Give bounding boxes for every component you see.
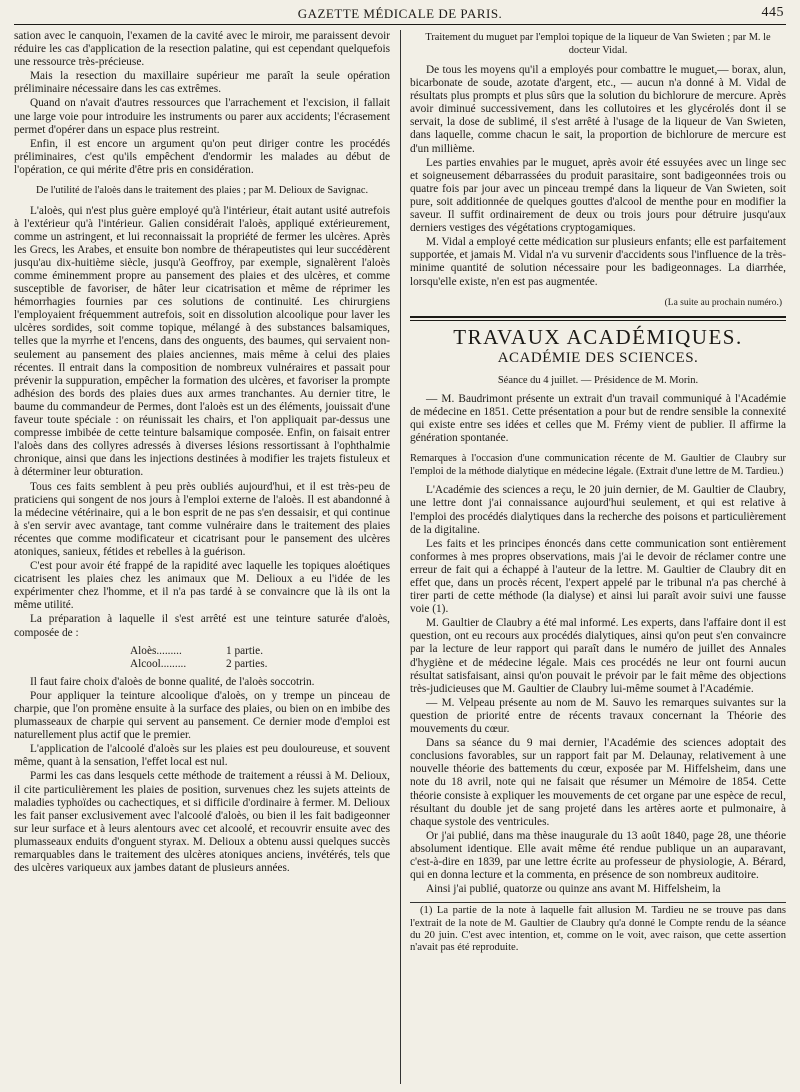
paragraph: Les faits et les principes énoncés dans cette communication sont entièrement conformes à mes propres observations, mais j'ai le devoir de réclamer contre une erreur de fait qui a échappé à l'auteur de la lettre. M. Gaultier de Claubry dit en effet que, dans un procès récent, l'expert appelé par le tribunal n'a pas cherché à tirer parti de cette méthode (la dialyse) et ainsi lui paraît avoir suivi une fausse voie (1). bbox=[410, 537, 786, 616]
page-number: 445 bbox=[761, 5, 784, 20]
paragraph: Mais la resection du maxillaire supérieur me paraît la seule opération préliminaire nécessaire dans les cas extrêmes. bbox=[14, 70, 390, 96]
paragraph: De tous les moyens qu'il a employés pour combattre le muguet,— borax, alun, bicarbonate de soude, azotate d'argent, etc., — aucun n'a donné à M. Vidal de résultats plus prompts et plus sûrs que la solution du bichlorure de mercure. Après avoir diminué successivement, dans les collutoires et les glycérolés dont il se servait, la dose de sublimé, il s'est arrêté à l'usage de la liqueur de Van Swieten, dans laquelle, comme chacun le sait, la proportion de bichlorure de mercure est d'un millième. bbox=[410, 64, 786, 155]
paragraph: L'application de l'alcoolé d'aloès sur les plaies est peu douloureuse, et souvent même, quant à la sensation, l'effet local est nul. bbox=[14, 743, 390, 769]
paragraph: Pour appliquer la teinture alcoolique d'aloès, on y trempe un pinceau de charpie, que l'on promène ensuite à la surface des plaies, ou bien on en imbibe des plumasseaux de charpie qui servent au pansement. Ce dernier mode d'emploi est naturellement plus actif que le premier. bbox=[14, 689, 390, 742]
paragraph: — M. Velpeau présente au nom de M. Sauvo les remarques suivantes sur la question de priorité entre de récents travaux concernant la Théorie des mouvements du cœur. bbox=[410, 696, 786, 736]
recipe-amount: 2 parties. bbox=[226, 657, 268, 670]
recipe-ingredient: Alcool......... bbox=[130, 657, 187, 670]
paragraph: La préparation à laquelle il s'est arrêté est une teinture saturée d'aloès, composée de : bbox=[14, 613, 390, 639]
footnote-text: (1) La partie de la note à laquelle fait allusion M. Tardieu ne se trouve pas dans l'extrait de la note de M. Gaultier de Claubry qu'a donné le Compte rendu de la séance du 20 juin. C'est avec intention, et, comme on le voit, avec raison, que cette assertion n'avait pas été reproduite. bbox=[410, 905, 786, 954]
running-head bbox=[14, 4, 786, 25]
recipe-item bbox=[130, 658, 390, 671]
paragraph: Dans sa séance du 9 mai dernier, l'Académie des sciences adoptait des conclusions favorables, sur un rapport fait par M. Delaunay, relativement à une nouvelle théorie des battements du cœur, exposée par M. Hiffelsheim, dans une note du 18 avril, note qui ne faisait que résumer un Mémoire de 1854. Cette théorie consiste à expliquer les mouvements de cet organe par une espèce de recul, résultant du double jet de sang projeté dans les artères aorte et pulmonaire, à chaque systole des ventricules. bbox=[410, 737, 786, 828]
paragraph: — M. Baudrimont présente un extrait d'un travail communiqué à l'Académie de médecine en 1851. Cette présentation a pour but de rendre sensible la connexité qui existe entre ses idées et celles que M. Frémy vient de publier. Il affirme la génération spontanée. bbox=[410, 392, 786, 445]
journal-title: GAZETTE MÉDICALE DE PARIS. bbox=[297, 6, 503, 21]
section-rule bbox=[410, 316, 786, 321]
heading-travaux: TRAVAUX ACADÉMIQUES. bbox=[453, 324, 743, 349]
paragraph: Il faut faire choix d'aloès de bonne qualité, de l'aloès soccotrin. bbox=[30, 675, 315, 688]
paragraph: Ainsi j'ai publié, quatorze ou quinze ans avant M. Hiffelsheim, la bbox=[426, 883, 721, 896]
paragraph: M. Vidal a employé cette médication sur plusieurs enfants; elle est parfaitement supportée, et jamais M. Vidal n'a vu survenir d'accidents sous l'influence de la très-minime quantité de solution nécessaire pour les badigeonnages. La diarrhée, lorsqu'elle existe, n'en est pas augmentée. bbox=[410, 236, 786, 288]
recipe-amount: 1 partie. bbox=[226, 644, 264, 657]
recipe-list bbox=[130, 645, 390, 671]
paragraph: Parmi les cas dans lesquels cette méthode de traitement a réussi à M. Delioux, il cite particulièrement les plaies de position, survenues chez les sujets atteints de maladies typhoïdes ou cachectiques, et si difficile d'ordinaire à fermer. M. Delioux les fait panser exclusivement avec l'alcoolé d'aloès, ou bien il les fait badigeonner sur leur surface et à leurs alentours avec cet alcoolé, et recouvrir ensuite avec des plumasseaux enduits d'onguent styrax. M. Delioux a obtenu aussi quelques succès remarquables dans le traitement des ulcères atoniques anciens, invétérés, tels que des ulcères variqueux aux jambes datant de plusieurs années. bbox=[14, 770, 390, 875]
continuation-note: (La suite au prochain numéro.) bbox=[664, 297, 782, 308]
left-column bbox=[14, 30, 390, 1084]
paragraph: Tous ces faits semblent à peu près oubliés aujourd'hui, et il est très-peu de praticiens qui songent de nos jours à l'emploi externe de l'aloès. Il est abandonné à la médecine vétérinaire, qui a le bon esprit de ne pas s'en dessaisir, et qui continue à s'en servir avec avantage, tant comme vulnéraire dans le traitement des plaies récentes que comme modificateur et cicatrisant pour le pansement des ulcères atoniques, sanieux, fétides et rebelles à la guérison. bbox=[14, 480, 390, 558]
recipe-item bbox=[130, 645, 390, 658]
section-title-aloes: De l'utilité de l'aloès dans le traitement des plaies ; par M. Delioux de Savignac. bbox=[35, 185, 369, 197]
paragraph: Les parties envahies par le muguet, après avoir été essuyées avec un linge sec et soigneusement débarrassées du produit parasitaire, sont badigeonnées trois ou quatre fois par jour avec un pinceau trempé dans la liqueur de Van Swieten, soit pure, soit additionnée de quelques gouttes d'alcool de menthe pour en modifier la saveur. Il suffit ordinairement de deux ou trois jours pour détruire jusqu'aux derniers vestiges des végétations cryptogamiques. bbox=[410, 156, 786, 235]
paragraph: C'est pour avoir été frappé de la rapidité avec laquelle les topiques aloétiques cicatrisent les plaies chez les animaux que M. Delioux a eu l'idée de les expérimenter chez l'homme, et il n'a pas tardé à se convaincre que là ils ont la même utilité. bbox=[14, 560, 390, 612]
heading-academie: ACADÉMIE DES SCIENCES. bbox=[497, 349, 699, 366]
right-column bbox=[410, 30, 786, 1084]
paragraph: Quand on n'avait d'autres ressources que l'arrachement et l'excision, il fallait une large voie pour introduire les instruments ou parer aux accidents; l'écrasement permet d'opérer dans un espace plus restreint. bbox=[14, 97, 390, 136]
section-title-gaultier: Remarques à l'occasion d'une communication récente de M. Gaultier de Claubry sur l'emploi de la méthode dialytique en médecine légale. (Extrait d'une lettre de M. Tardieu.) bbox=[410, 453, 786, 477]
footnote bbox=[410, 902, 786, 955]
paragraph: Enfin, il est encore un argument qu'on peut diriger contre les procédés préliminaires, c'est qu'ils empêchent d'endormir les malades au début de l'opération, ce qui mérite d'être pris en considération. bbox=[14, 137, 390, 176]
column-divider bbox=[400, 30, 401, 1084]
paragraph: L'Académie des sciences a reçu, le 20 juin dernier, de M. Gaultier de Claubry, une lettre dont j'ai connaissance aujourd'hui seulement, et qui est relative à l'emploi des procédés dialytiques dans la recherche des poisons et particulièrement de la digitaline. bbox=[410, 484, 786, 536]
recipe-ingredient: Aloès......... bbox=[130, 644, 182, 657]
section-title-muguet: Traitement du muguet par l'emploi topique de la liqueur de Van Swieten ; par M. le docteur Vidal. bbox=[425, 32, 771, 56]
paragraph: L'aloès, qui n'est plus guère employé qu'à l'intérieur, était autant usité autrefois à l'extérieur qu'à l'intérieur. Galien considérait l'aloès, appliqué extérieurement, comme un astringent, et lui reconnaissait la propriété de fermer les ulcères. Après les Grecs, les Arabes, et ensuite bon nombre de thérapeutistes qui leur succédèrent jusqu'au dix-huitième siècle, jusqu'à Geoffroy, par exemple, signalèrent l'aloès comme éminemment propre au pansement des plaies et des ulcères, et comme susceptible de favoriser, de hâter leur cicatrisation et même de réprimer les hémorrhagies fournies par ces solutions de continuité. Les chirurgiens l'employaient fréquemment autrefois, soit en dissolution alcoolique pour laver les ulcères sordides, soit comme topique, mélangé à des substances balsamiques, telles que la myrrhe et l'encens, dans des onguents, des baumes, qui servaient non-seulement au pansement des plaies anciennes, mais même à celui des plaies récentes. Il entrait dans la composition de nombreux vulnéraires et passait pour prévenir la suppuration, empêcher la formation des ulcères, et favoriser la prompte adhésion des bords des plaies dues aux armes tranchantes. Au dernier titre, le baume du commandeur de Permes, dont l'aloès est un des éléments, jouissait d'une faveur toute spéciale : on réunissait les chairs, et l'on appliquait par-dessus une compresse imbibée de cette teinture balsamique composée. Enfin, on faisait entrer l'aloès dans des collyres adressés à diverses lésions ressortissant à l'ophthalmie chronique, ainsi que dans les injections destinées à modifier les trajets fistuleux et à déterminer leur obturation. bbox=[14, 204, 390, 479]
heading-seance: Séance du 4 juillet. — Présidence de M. Morin. bbox=[497, 374, 699, 386]
paragraph: Or j'ai publié, dans ma thèse inaugurale du 13 août 1840, page 28, une théorie absolument identique. Elle avait même été rendue publique un an auparavant, c'est-à-dire en 1839, par une lettre écrite au professeur de physiologie, A. Bérard, qui en donna lecture et la commenta, en présence de son nombreux auditoire. bbox=[410, 829, 786, 882]
paragraph: M. Gaultier de Claubry a été mal informé. Les experts, dans l'affaire dont il est question, ont eu recours aux procédés dialytiques, ainsi qu'on peut s'en convaincre par la lecture de leur rapport qui paraît dans le numéro de juillet des Annales d'hygiène et de médecine légale. Mais ces procédés ne leur ont fourni aucun résultat satisfaisant, ainsi qu'on pouvait le prévoir par le fait même des objections très-judicieuses que M. Gaultier de Claubry lui-même soumet à l'Académie. bbox=[410, 617, 786, 695]
paragraph: sation avec le canquoin, l'examen de la cavité avec le miroir, me paraissent devoir réduire les cas d'application de la resection palatine, qui est cependant quelquefois une ressource très-précieuse. bbox=[14, 30, 390, 69]
